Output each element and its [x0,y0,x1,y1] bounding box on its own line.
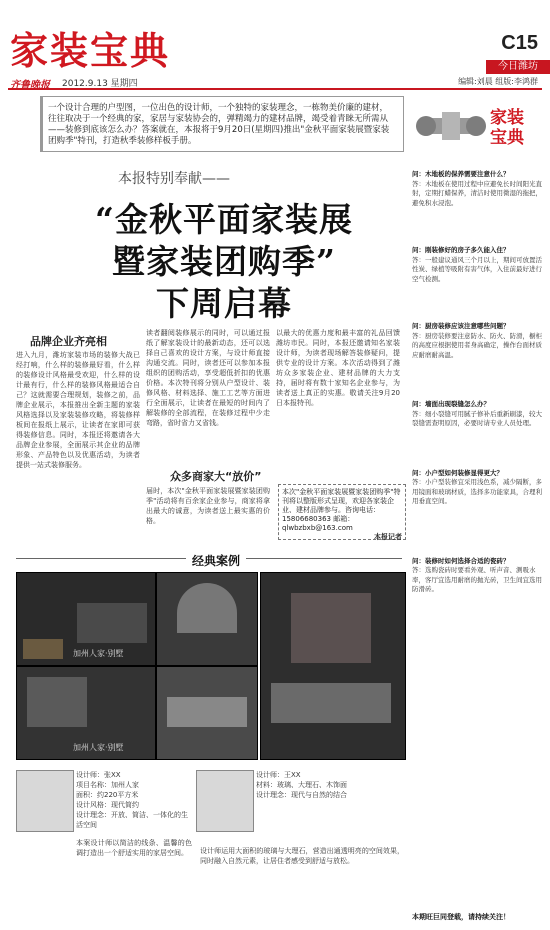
case-photo-right [260,572,406,760]
masthead-title: 家装宝典 [10,28,171,73]
brand-section-heading: 品牌企业齐亮相 [30,335,107,348]
qa-question-6: 问：装修时如何选择合适的瓷砖？ [412,556,510,565]
section-tag: 今日潍坊 [486,60,550,74]
designer-2-portrait [196,770,254,832]
wrench-logo-icon [416,100,486,156]
page-number: C15 [501,32,538,54]
designer-1-description: 本案设计师以简洁的线条、温馨的色调打造出一个舒适实用的家居空间。 [76,839,192,857]
designer-1-info: 设计师：张XX 项目名称：加州人家 面积：约220平方米 设计风格：现代简约 设计理念：开放、简洁、一体化的生活空间 [76,771,188,829]
headline-line-3: 下周启幕 [156,284,292,323]
crowd-section-heading: 众多商家大“放价” [170,470,262,483]
sidebar-logo-text: 家装 宝典 [490,108,524,148]
designer-2-info: 设计师：王XX 材料：玻璃、大理石、木饰面 设计理念：现代与自然的结合 [256,771,347,799]
designer-2-description: 设计师运用大面积的玻璃与大理石，营造出通透明亮的空间效果，同时融入自然元素，让居住者感受到舒适与放松。 [200,847,404,865]
masthead-rule [8,88,542,90]
photo-caption: 加州人家·别墅 [73,743,124,752]
qa-answer-3: 答：厨房装修要注意防水、防火、防滑，橱柜的高度应根据使用者身高确定，操作台面材质应耐磨耐高温。 [412,331,542,359]
case-photo-top-middle [156,572,258,666]
qa-answer-2: 答：一般建议通风三个月以上，期间可放置活性炭、绿植等吸附有害气体，入住前最好进行空气检测。 [412,255,542,283]
qa-answer-5: 答：小户型装修宜采用浅色系，减少隔断，多用镜面和玻璃材质，选择多功能家具，合理利用垂直空间。 [412,478,542,505]
case-photo-bottom-left [16,666,156,760]
promo-box [278,484,406,540]
qa-answer-6: 答：选购瓷砖时要看外观、听声音、测吸水率，客厅宜选用耐磨的抛光砖，卫生间宜选用防滑砖。 [412,566,542,593]
case-heading: 经典案例 [186,552,246,569]
editor-credit: 编辑:刘晨 组版:李鸿群 [458,77,538,86]
qa-question-5: 问：小户型如何装修显得更大？ [412,468,503,477]
article-col-1: 进入九月，潍坊家装市场的装修大战已经打响，什么样的装修最好看，什么样的装修设计风格最受欢迎，什么样的设计最有行，什么样的装修风格最适合自己？这就需要合理规划，装修之前，品牌企业展示，本报推出全新主题的家装风格选择以及家装装修攻略，将装修样板间在报纸上展示，让读者在家即可获得装修信息。同时，本报还将邀请各大品牌企业参展，全面展示其企业的品牌形象、产品特色以及优惠活动，为读者提供一站式装修服务。 [16,351,140,469]
case-photo-bottom-middle [156,666,258,760]
crowd-text: 届时，本次"金秋平面家装展暨家装团购季"活动将有百余家企业参与，商家将拿出最大的诚意，为读者送上最实惠的价格。 [146,487,270,525]
qa-question-4: 问：墙面出现裂缝怎么办？ [412,400,490,408]
headline-line-1: “金秋平面家装展 [95,200,353,239]
promo-signature: 本报记者 [374,533,402,541]
sidebar-footer: 本期旺巨同登载，请持续关注！ [412,913,510,921]
qa-answer-1: 答：木地板在使用过程中应避免长时间阳光直射，定期打蜡保养，清洁时使用微湿的拖把，避免积水浸泡。 [412,179,542,207]
article-col-3: 以最大的优惠力度和最丰富的礼品回馈潍坊市民。同时，本报还邀请知名家装设计师，为读者现场解答装修疑问，提供专业的设计方案。本次活动得到了潍坊众多家装企业、建材品牌的大力支持，届时将有数十家知名企业参与，为读者送上真正的实惠。敬请关注9月20日本报特刊。 [276,329,400,407]
photo-caption: 加州人家·别墅 [73,649,124,658]
qa-question-1: 问：木地板的保养需要注意什么？ [412,170,510,178]
designer-1-portrait [16,770,74,832]
case-photo-top-left [16,572,156,666]
lead-text: 一个设计合理的户型图，一位出色的设计师，一个独特的家装理念，一栋物美价廉的建材，往往取决于一个经典的家，家居与家装协会的，弹精竭力的建材品牌，竭受着青睐无所需从——装修到底该怎么办？答案就在，本报将于9月20日(星期四)推出"金秋平面家装展暨家装团购季"特刊，打造秋季装修样板手册。 [48,103,390,146]
issue-date: 2012.9.13 星期四 [62,79,138,89]
promo-text: 本次"金秋平面家装展暨家装团购季"特刊将以整版形式呈现，欢迎各家装企业、建材品牌参与。咨询电话：15806680363 邮箱：qlwbzbxb@163.com [282,488,401,532]
article-col-2: 读者翻阅装修展示的同时，可以通过报纸了解家装设计的最新动态，还可以选择自己喜欢的设计方案，与设计师直接沟通交流。同时，读者还可以参加本报组织的团购活动，享受超低折扣的优惠价格。本次特刊将分别从户型设计、装修风格、材料选择、施工工艺等方面进行全面展示，让读者在最短的时间内了解装修的全部流程，在装修过程中少走弯路，省时省力又省钱。 [146,329,270,427]
qa-block [412,170,542,595]
headline-line-2: 暨家装团购季” [112,242,336,281]
headline-intro: 本报特别奉献—— [118,171,230,187]
qa-answer-4: 答：细小裂缝可用腻子修补后重新刷漆，较大裂缝需查明原因，必要时请专业人员处理。 [412,409,542,427]
qa-question-3: 问：厨房装修应该注意哪些问题？ [412,322,510,330]
paper-name: 齐鲁晚报 [10,80,50,91]
qa-question-2: 问：刚装修好的房子多久能入住？ [412,246,510,254]
